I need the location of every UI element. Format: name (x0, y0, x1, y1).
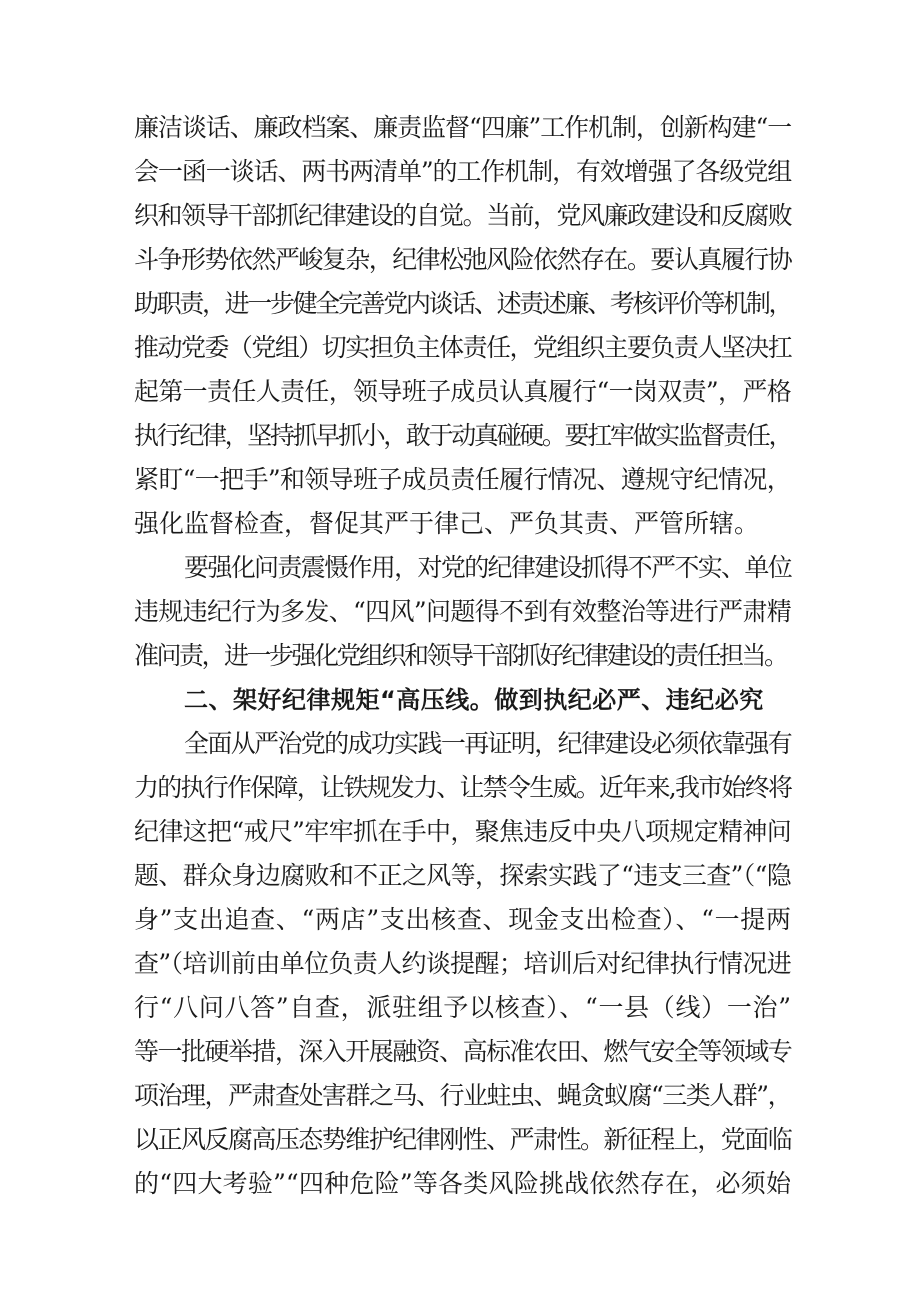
paragraph-1-line: 执行纪律，坚持抓早抓小，敢于动真碰硬。要扛牢做实监督责任， (134, 421, 791, 450)
paragraph-2-line: 准问责，进一步强化党组织和领导干部抓好纪律建设的责任担当。 (134, 641, 787, 670)
paragraph-1-line: 强化监督检查，督促其严于律己、严负其责、严管所辖。 (134, 509, 760, 538)
paragraph-3-line: 等一批硬举措，深入开展融资、高标准农田、燃气安全等领域专 (134, 1037, 791, 1066)
paragraph-3-line: 项治理，严肃查处害群之马、行业蛀虫、蝇贪蚁腐“三类人群”， (134, 1081, 792, 1110)
paragraph-3-line: 查”（培训前由单位负责人约谈提醒；培训后对纪律执行情况进 (134, 949, 791, 978)
paragraph-3-line: 全面从严治党的成功实践一再证明，纪律建设必须依靠强有 (184, 729, 791, 758)
section-heading (134, 678, 791, 722)
paragraph-3-line: 的“四大考验”“四种危险”等各类风险挑战依然存在，必须始 (134, 1169, 791, 1198)
paragraph-1-line: 推动党委（党组）切实担负主体责任，党组织主要负责人坚决扛 (134, 333, 791, 362)
section-heading-text: 二、架好纪律规矩“高压线。做到执纪必严、违纪必究 (184, 686, 764, 714)
paragraph-3-line: 以正风反腐高压态势维护纪律刚性、严肃性。新征程上，党面临 (134, 1125, 791, 1154)
paragraph-1-line: 助职责，进一步健全完善党内谈话、述责述廉、考核评价等机制， (134, 289, 791, 318)
paragraph-3-line: 力的执行作保障，让铁规发力、让禁令生威。近年来,我市始终将 (134, 773, 792, 802)
paragraph-3-line: 行“八问八答”自查，派驻组予以核查）、“一县（线）一治” (134, 993, 791, 1022)
paragraph-2 (134, 546, 791, 678)
paragraph-3-line: 题、群众身边腐败和不正之风等，探索实践了“违支三查”（“隐 (134, 861, 791, 890)
paragraph-2-line: 要强化问责震慑作用，对党的纪律建设抓得不严不实、单位 (184, 553, 791, 582)
paragraph-1-line: 斗争形势依然严峻复杂，纪律松弛风险依然存在。要认真履行协 (134, 245, 791, 274)
paragraph-1 (134, 106, 791, 546)
paragraph-1-line: 织和领导干部抓纪律建设的自觉。当前，党风廉政建设和反腐败 (134, 201, 791, 230)
paragraph-3 (134, 722, 791, 1206)
paragraph-1-line: 会一函一谈话、两书两清单”的工作机制，有效增强了各级党组 (134, 157, 791, 186)
paragraph-2-line: 违规违纪行为多发、“四风”问题得不到有效整治等进行严肃精 (134, 597, 791, 626)
paragraph-1-line: 廉洁谈话、廉政档案、廉责监督“四廉”工作机制，创新构建“一 (134, 113, 791, 142)
paragraph-1-line: 紧盯“一把手”和领导班子成员责任履行情况、遵规守纪情况， (134, 465, 791, 494)
paragraph-3-line: 纪律这把“戒尺”牢牢抓在手中，聚焦违反中央八项规定精神问 (134, 817, 791, 846)
paragraph-3-line: 身”支出追查、“两店”支出核查、现金支出检查）、“一提两 (134, 905, 791, 934)
paragraph-1-line: 起第一责任人责任，领导班子成员认真履行“一岗双责”，严格 (134, 377, 791, 406)
